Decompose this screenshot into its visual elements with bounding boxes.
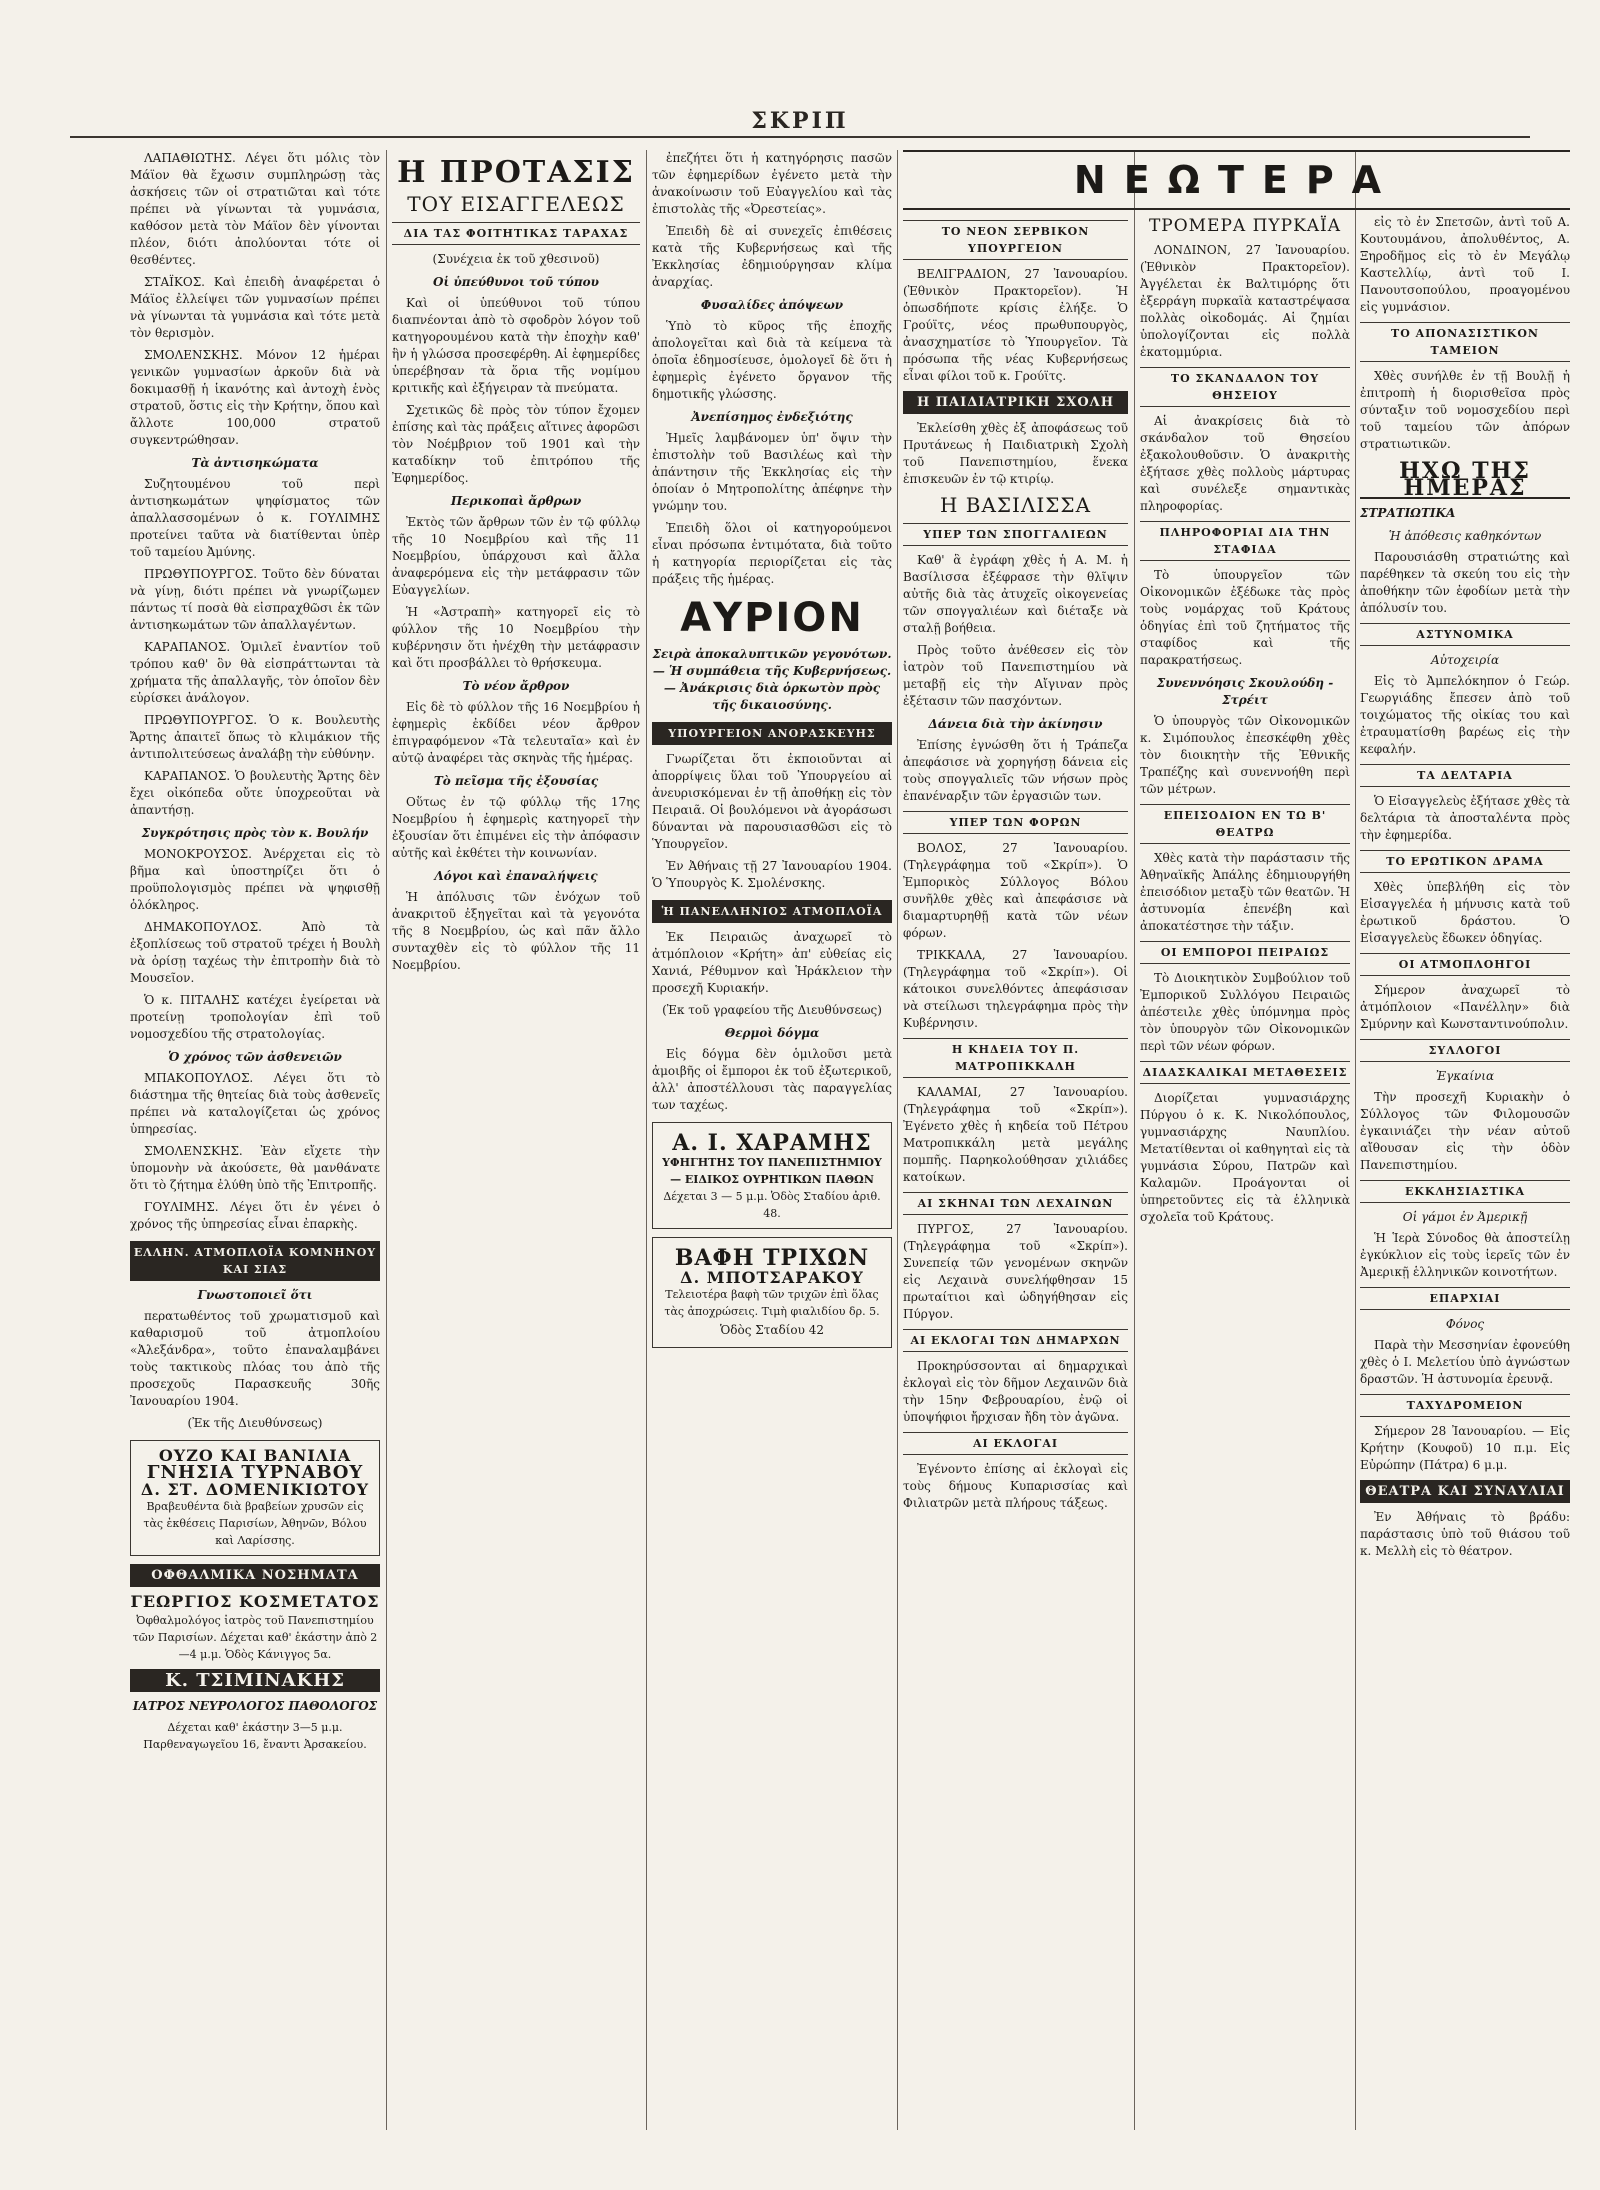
notice-source: (Ἐκ τῆς Διευθύνσεως) [187,1416,323,1430]
ad-headline: ΟΥΖΟ ΚΑΙ ΒΑΝΙΛΙΑ [158,1446,352,1465]
paragraph: Ἡ «Ἀστραπὴ» κατηγορεῖ εἰς τὸ φύλλον τῆς 10 Νοεμβρίου τὴν κυβέρνησιν ὅτι ἠνέχθη τὴν μετάφρασιν καὶ ὅτι προσβάλλει τὸ θρήσκευμα. [392,605,640,670]
paragraph: Σχετικῶς δὲ πρὸς τὸν τύπον ἔχομεν ἐπίσης καὶ τὰς πράξεις αἵτινες ἀφορῶσι τὸν Νοέμβριον τοῦ 1901 καὶ τὴν καταδίκην τοῦ ἐπιτρόπου τῆς Ἐφημερίδος. [392,403,640,485]
section-heading: ΤΟ ΑΠΟΝΑΣΙΣΤΙΚΟΝ ΤΑΜΕΙΟΝ [1360,322,1570,362]
paragraph: Γνωρίζεται ὅτι ἐκποιοῦνται αἱ ἀπορρίψεις ὕλαι τοῦ Ὑπουργείου αἱ ἀνευρισκόμεναι ἐν τῇ ἀποθήκῃ εἰς τὸν Πειραιᾶ. Οἱ βουλόμενοι νὰ ἀγοράσωσι δύνανται νὰ παρουσιασθῶσι εἰς τὸ Ὑπουργεῖον. [652,752,892,851]
paragraph: ΠΡΩΘΥΠΟΥΡΓΟΣ. Τοῦτο δὲν δύναται νὰ γίνῃ, διότι πρέπει νὰ γνωρίζωμεν πάντως τί ποσὰ θὰ εἰσπραχθῶσι ἐκ τῶν ἀντισηκωμάτων τῶν ἀπαλλαγέντων. [130,567,380,632]
paragraph: Ἡ ἀπόλυσις τῶν ἐνόχων τοῦ ἀνακριτοῦ ἐξηγεῖται καὶ τὰ γεγονότα τῆς 8 Νοεμβρίου, ὡς καὶ πᾶν ἄλλο συνταχθὲν εἰς τὸ φύλλον τῆς 11 Νοεμβρίου. [392,890,640,972]
article-subtitle: ΤΟΥ ΕΙΣΑΓΓΕΛΕΩΣ [407,192,625,216]
paragraph: Χθὲς συνήλθε ἐν τῇ Βουλῇ ἡ ἐπιτροπὴ ἡ διορισθεῖσα πρὸς σύνταξιν τοῦ νομοσχεδίου περὶ τοῦ ταμείου τῶν ἀπόρων στρατιωτικῶν. [1360,369,1570,451]
subheading: Οἱ γάμοι ἐν Ἀμερικῇ [1402,1210,1528,1224]
subheading: Τὸ πεῖσμα τῆς ἐξουσίας [433,774,599,788]
paragraph: Ἐπίσης ἐγνώσθη ὅτι ἡ Τράπεζα ἀπεφάσισε νὰ χορηγήσῃ δάνεια εἰς τοὺς σπογγαλιεῖς τῶν νήσων πρὸς ἐπανέναρξιν τῶν ἐργασιῶν των. [903,738,1128,803]
section-heading: ΕΚΚΛΗΣΙΑΣΤΙΚΑ [1360,1180,1570,1203]
paragraph: Ὑπὸ τὸ κῦρος τῆς ἐποχῆς ἀπολογεῖται καὶ διὰ τὰ κείμενα τὰ ὁποῖα ἐδημοσίευσε, ὁμολογεῖ δὲ ὅτι ἡ ἐφημερὶς ἐγένετο ὄργανον τῆς δημοτικῆς γλώσσης. [652,319,892,401]
subheading: Γνωστοποιεῖ ὅτι [197,1288,313,1302]
paragraph: Προκηρύσσονται αἱ δημαρχικαὶ ἐκλογαὶ εἰς τὸν δῆμον Λεχαινῶν διὰ τὴν 15ην Φεβρουαρίου, ἐνῷ οἱ ὑποψήφιοι ἤρχισαν ἤδη τὸν ἀγῶνα. [903,1359,1128,1424]
paragraph: ΣΜΟΛΕΝΣΚΗΣ. Μόνον 12 ἡμέραι γενικῶν γυμνασίων ἀρκοῦν διὰ νὰ δοκιμασθῇ ἡ ἱκανότης καὶ ἀντοχὴ ἑνὸς στρατοῦ, ὅστις εἰς τὴν Κρήτην, ὅπου καὶ ἄλλοτε 100,000 στρατοῦ συγκεντρώθησαν. [130,348,380,447]
article-subtitle: ΥΠΕΡ ΤΩΝ ΣΠΟΓΓΑΛΙΕΩΝ [903,523,1128,546]
paragraph: Εἰς δόγμα δὲν ὁμιλοῦσι μετὰ ἀμοιβῆς οἱ ἔμποροι ἐκ τοῦ ἐξωτερικοῦ, ἀλλ' ἀποστέλλουσι τὰς παραγγελίας των ταχέως. [652,1047,892,1112]
paragraph: ΛΟΝΔΙΝΟΝ, 27 Ἰανουαρίου. (Ἐθνικὸν Πρακτορεῖον). Ἀγγέλεται ἐκ Βαλτιμόρης ὅτι ἐξερράγη πυρκαϊὰ καταστρέψασα πολλὰς οἰκοδομάς. Αἱ ζημίαι ὑπολογίζονται εἰς πολλὰ ἑκατομμύρια. [1140,243,1350,359]
article-title: Η ΒΑΣΙΛΙΣΣΑ [939,493,1092,517]
subheading: Φόνος [1445,1317,1485,1331]
subheading: Ἐγκαίνια [1435,1069,1495,1083]
subheading: Οἱ ὑπεύθυνοι τοῦ τύπου [433,275,599,289]
column-divider [1355,150,1356,2130]
paragraph: Τὸ Διοικητικὸν Συμβούλιον τοῦ Ἐμπορικοῦ Συλλόγου Πειραιῶς ἀπέστειλε χθὲς ὑπόμνημα πρὸς τὸν ὑπουργὸν τῶν Οἰκονομικῶν περὶ τῶν νέων φόρων. [1140,971,1350,1053]
section-heading: ΘΕΑΤΡΑ ΚΑΙ ΣΥΝΑΥΛΙΑΙ [1360,1480,1570,1503]
masthead-rule [70,136,1530,138]
column-divider [386,150,387,2130]
section-heading: ΟΙ ΕΜΠΟΡΟΙ ΠΕΙΡΑΙΩΣ [1140,941,1350,964]
paragraph: Ἐπειδὴ ὅλοι οἱ κατηγορούμενοι εἶναι πρόσωπα ἐντιμότατα, διὰ τοῦτο ἡ κατηγορία περιορίζεται εἰς τὰς πράξεις τῆς ἡμέρας. [652,521,892,586]
column-6 [1360,214,1570,2130]
column-3 [652,150,892,2130]
ad-name: ΓΕΩΡΓΙΟΣ ΚΟΣΜΕΤΑΤΟΣ [130,1592,380,1611]
paragraph: Σήμερον 28 Ἰανουαρίου. — Εἰς Κρήτην (Κουφοῦ) 10 π.μ. Εἰς Εὐρώπην (Πάτρα) 6 μ.μ. [1360,1424,1570,1472]
paragraph: ἐπεζήτει ὅτι ἡ κατηγόρησις πασῶν τῶν ἐφημερίδων ἐγένετο μετὰ τὴν ἀνακοίνωσιν τοῦ Εὐαγγελίου καὶ τὰς ἐπιστολὰς τῆς «Ὀρεστείας». [652,151,892,216]
subheading: Ὁ χρόνος τῶν ἀσθενειῶν [168,1050,342,1064]
section-heading: ΤΟ ΝΕΟΝ ΣΕΡΒΙΚΟΝ ΥΠΟΥΡΓΕΙΟΝ [903,220,1128,260]
paragraph: Ἐν Ἀθήναις τῇ 27 Ἰανουαρίου 1904. Ὁ Ὑπουργὸς Κ. Σμολένσκης. [652,859,892,890]
masthead [0,0,1600,150]
subheading: Συγκρότησις πρὸς τὸν κ. Βουλήν [141,826,369,840]
paragraph: ΚΑΡΑΠΑΝΟΣ. Ὁμιλεῖ ἐναντίον τοῦ τρόπου καθ' ὃν θὰ εἰσπράττωνται τὰ χρήματα τῆς ἀπαλλαγῆς, τὸν ὁποῖον δὲν εὑρίσκει ἀνάλογον. [130,640,380,705]
paragraph: εἰς τὸ ἐν Σπετσῶν, ἀντὶ τοῦ Α. Κουτουμάνου, ἀπολυθέντος, Α. Ξηροδῆμος εἰς τὸ ἐν Μεγάλῳ Καστελλίῳ, ἀντὶ τοῦ Ι. Πανουτσοπούλου, προαγομένου εἰς γυμνάσιον. [1360,215,1570,314]
paragraph: ΜΠΑΚΟΠΟΥΛΟΣ. Λέγει ὅτι τὸ διάστημα τῆς θητείας διὰ τοὺς ἀσθενεῖς πρέπει νὰ καταλογίζεται ὡς χρόνος ὑπηρεσίας. [130,1071,380,1136]
paragraph: Ἐκ Πειραιῶς ἀναχωρεῖ τὸ ἀτμόπλοιον «Κρήτη» ἀπ' εὐθείας εἰς Χανιά, Ρέθυμνον καὶ Ἡράκλειον τὴν προσεχῆ Κυριακήν. [652,930,892,995]
source-note: (Ἐκ τοῦ γραφείου τῆς Διευθύνσεως) [662,1003,882,1017]
ad-banner: ΟΦΘΑΛΜΙΚΑ ΝΟΣΗΜΑΤΑ [130,1564,380,1587]
section-heading: ΕΠΕΙΣΟΔΙΟΝ ΕΝ ΤΩ Β' ΘΕΑΤΡΩ [1140,804,1350,844]
section-heading: ΟΙ ΑΤΜΟΠΛΟΗΓΟΙ [1360,953,1570,976]
paragraph: ΒΕΛΙΓΡΑΔΙΟΝ, 27 Ἰανουαρίου. (Ἐθνικὸν Πρακτορεῖον). Ἡ ὁπωσδήποτε κρίσις ἐλήξε. Ὁ Γρούϊτς, νέος πρωθυπουργὸς, ἀνασχηματίσε τὸ Ὑπουργεῖον. Τὰ πρόσωπα τῆς νέας Κυβερνήσεως εἶναι φίλοι τοῦ κ. Γρούϊτς. [903,267,1128,383]
section-heading: ΑΣΤΥΝΟΜΙΚΑ [1360,623,1570,646]
section-heading: ΤΑΧΥΔΡΟΜΕΙΟΝ [1360,1394,1570,1417]
paragraph: περατωθέντος τοῦ χρωματισμοῦ καὶ καθαρισμοῦ τοῦ ἀτμοπλοίου «Ἀλεξάνδρα», τοῦτο ἐπαναλαμβάνει τοὺς τακτικοὺς πλόας του ἀπὸ τῆς προσεχοῦς Παρασκευῆς 30ῆς Ἰανουαρίου 1904. [130,1309,380,1408]
subheading: Θερμοὶ δόγμα [724,1026,820,1040]
subheading: Φυσαλίδες ἀπόψεων [700,298,844,312]
continued-note: (Συνέχεια ἐκ τοῦ χθεσινοῦ) [432,252,600,266]
article-title: Η ΠΡΟΤΑΣΙΣ [397,155,635,190]
column-divider [897,150,898,2130]
ad-subtitle: ΙΑΤΡΟΣ ΝΕΥΡΟΛΟΓΟΣ ΠΑΘΟΛΟΓΟΣ [132,1699,378,1713]
paragraph: ΜΟΝΟΚΡΟΥΣΟΣ. Ἀνέρχεται εἰς τὸ βῆμα καὶ ὑποστηρίζει ὅτι ὁ προϋπολογισμὸς πρέπει νὰ ψηφισθῇ ὁλόκληρος. [130,847,380,912]
subheading: Περικοπαὶ ἄρθρων [450,494,582,508]
paragraph: ΓΟΥΛΙΜΗΣ. Λέγει ὅτι ἐν γένει ὁ χρόνος τῆς ὑπηρεσίας εἶναι ἐπαρκὴς. [130,1200,380,1231]
paragraph: Χθὲς ὑπεβλήθη εἰς τὸν Εἰσαγγελέα ἡ μήνυσις κατὰ τοῦ ἐρωτικοῦ δράστου. Ὁ Εἰσαγγελεὺς ἔδωκεν ὁδηγίας. [1360,880,1570,945]
paragraph: Καὶ οἱ ὑπεύθυνοι τοῦ τύπου διαπνέονται ἀπὸ τὸ σφοδρὸν λόγον τοῦ κατηγορουμένου κατὰ τὴν ἐποχὴν καθ' ἣν ἡ γλώσσα προσεφέρθη. Αἱ ἐφημερίδες ὑπερέβησαν τὰ ὅρια τῆς νομίμου κριτικῆς καὶ ἐξήγειραν τὰ πνεύματα. [392,296,640,395]
section-heading: ΥΠΕΡ ΤΩΝ ΦΟΡΩΝ [903,811,1128,834]
ad-body: Δέχεται καθ' ἑκάστην 3—5 μ.μ. Παρθεναγωγεῖου 16, ἔναντι Ἀρσακείου. [143,1721,367,1751]
column-1 [130,150,380,2130]
section-heading: ΕΛΛΗΝ. ΑΤΜΟΠΛΟΪΑ ΚΟΜΝΗΝΟΥ ΚΑΙ ΣΙΑΣ [130,1241,380,1281]
advertisement [652,1122,892,1229]
section-heading: ΥΠΟΥΡΓΕΙΟΝ ΑΝΟΡΑΣΚΕΥΗΣ [652,722,892,745]
paragraph: Ἐν Ἀθήναις τὸ βράδυ: παράστασις ὑπὸ τοῦ θιάσου τοῦ κ. Μελλὴ εἰς τὸ θέατρον. [1360,1510,1570,1558]
ad-body: Βραβευθέντα διὰ βραβείων χρυσῶν εἰς τὰς ἐκθέσεις Παρισίων, Ἀθηνῶν, Βόλου καὶ Λαρίσσης. [143,1500,367,1547]
paragraph: Σήμερον ἀναχωρεῖ τὸ ἀτμόπλοιον «Πανέλλην» διὰ Σμύρνην καὶ Κωνσταντινούπολιν. [1360,983,1570,1031]
subheading: Δάνεια διὰ τὴν ἀκίνησιν [928,717,1103,731]
paragraph: Τὴν προσεχῆ Κυριακὴν ὁ Σύλλογος τῶν Φιλομουσῶν ἐγκαινιάζει τὴν νέαν αὐτοῦ αἴθουσαν εἰς τὴν ὁδὸν Πανεπιστημίου. [1360,1090,1570,1172]
section-heading: ΤΟ ΣΚΑΝΔΑΛΟΝ ΤΟΥ ΘΗΣΕΙΟΥ [1140,367,1350,407]
section-heading: ΔΙΔΑΣΚΑΛΙΚΑΙ ΜΕΤΑΘΕΣΕΙΣ [1140,1061,1350,1084]
paragraph: Παρὰ τὴν Μεσσηνίαν ἐφονεύθη χθὲς ὁ Ι. Μελετίου ὑπὸ ἀγνώστων δραστῶν. Ἡ ἀστυνομία ἐρευνᾷ. [1360,1338,1570,1386]
paragraph: Οὕτως ἐν τῷ φύλλῳ τῆς 17ης Νοεμβρίου ἡ ἐφημερὶς κατηγορεῖ τὴν ἐξουσίαν ὅτι ἐπιμένει εἰς τὴν ἀπόφασιν αὐτῆς καὶ ἐκθέτει τὴν κοινωνίαν. [392,795,640,860]
paragraph: ΤΡΙΚΚΑΛΑ, 27 Ἰανουαρίου. (Τηλεγράφημα τοῦ «Σκρίπ»). Οἱ κάτοικοι συνελθόντες ἀπεφάσισαν νὰ στείλωσι τηλεγράφημα πρὸς τὴν Κυβέρνησιν. [903,948,1128,1030]
paragraph: Ἠμεῖς λαμβάνομεν ὑπ' ὄψιν τὴν ἐπιστολὴν τοῦ Βασιλέως καὶ τὴν ἀπάντησιν τῆς Ἐκκλησίας εἰς τὴν ὁποίαν ὁ Μητροπολίτης ἀπέφηνε τὴν γνώμην του. [652,431,892,513]
tomorrow-teaser: Σειρὰ ἀποκαλυπτικῶν γεγονότων. — Ἡ συμπάθεια τῆς Κυβερνήσεως. — Ἀνάκρισις διὰ ὁρκωτὸν πρὸς τῆς δικαιοσύνης. [652,647,892,712]
section-heading: ΣΥΛΛΟΓΟΙ [1360,1039,1570,1062]
paragraph: ΚΑΡΑΠΑΝΟΣ. Ὁ βουλευτὴς Ἄρτης δὲν ἔχει οἰκόπεδα οὔτε ὑποχρεοῦται νὰ ἀπαντήσῃ. [130,769,380,817]
paragraph: Ἡ Ἱερὰ Σύνοδος θὰ ἀποστείλῃ ἐγκύκλιον εἰς τοὺς ἱερεῖς τῶν ἐν Ἀμερικῇ ἑλληνικῶν κοινοτήτων. [1360,1231,1570,1279]
ad-address: Ὁδὸς Σταδίου 42 [719,1323,825,1337]
advertisement [130,1440,380,1556]
section-heading: Η ΠΑΙΔΙΑΤΡΙΚΗ ΣΧΟΛΗ [903,391,1128,414]
paragraph: Ἐκτὸς τῶν ἄρθρων τῶν ἐν τῷ φύλλῳ τῆς 10 Νοεμβρίου καὶ τῆς 11 Νοεμβρίου, ὑπάρχουσι καὶ ἄλλα ἀναφερόμενα εἰς τὴν μετάφρασιν τῶν Εὐαγγελίων. [392,515,640,597]
section-heading: Ἡ ΠΑΝΕΛΛΗΝΙΟΣ ΑΤΜΟΠΛΟΪΑ [652,900,892,923]
subheading: ΣΤΡΑΤΙΩΤΙΚΑ [1360,506,1456,520]
subheading: Ἡ ἀπόθεσις καθηκόντων [1388,529,1542,543]
ad-body: Δέχεται 3 — 5 μ.μ. Ὁδὸς Σταδίου ἀριθ. 48. [663,1190,881,1220]
paragraph: Καθ' ἃ ἐγράφη χθὲς ἡ Α. Μ. ἡ Βασίλισσα ἐξέφρασε τὴν θλῖψιν αὐτῆς διὰ τὰς ἀτυχεῖς οἰκογενείας τῶν σπογγαλιέων καὶ διέταξε νὰ σταλῇ βοήθεια. [903,553,1128,635]
paragraph: ΚΑΛΑΜΑΙ, 27 Ἰανουαρίου. (Τηλεγράφημα τοῦ «Σκρίπ»). Ἐγένετο χθὲς ἡ κηδεία τοῦ Πέτρου Ματροπικκάλη μετὰ μεγάλης πομπῆς. Παρηκολούθησαν χιλιάδες κατοίκων. [903,1085,1128,1184]
section-heading: Η ΚΗΔΕΙΑ ΤΟΥ Π. ΜΑΤΡΟΠΙΚΚΑΛΗ [903,1038,1128,1078]
paragraph: Πρὸς τοῦτο ἀνέθεσεν εἰς τὸν ἰατρὸν τοῦ Πανεπιστημίου νὰ μεταβῇ εἰς τὴν Αἴγιναν πρὸς ἐξέτασιν τῶν πασχόντων. [903,643,1128,708]
paragraph: Ἐκλείσθη χθὲς ἐξ ἀποφάσεως τοῦ Πρυτάνεως ἡ Παιδιατρικὴ Σχολὴ τοῦ Πανεπιστημίου, ἕνεκα ἐπισκευῶν ἐν τῷ κτιρίῳ. [903,421,1128,486]
paragraph: Ἐπειδὴ δὲ αἱ συνεχεῖς ἐπιθέσεις κατὰ τῆς Κυβερνήσεως καὶ τῆς Ἐκκλησίας ἐδημιούργησαν κλίμα ἀναρχίας. [652,224,892,289]
section-heading: ΑΙ ΕΚΛΟΓΑΙ ΤΩΝ ΔΗΜΑΡΧΩΝ [903,1329,1128,1352]
ad-body: Ὀφθαλμολόγος ἰατρὸς τοῦ Πανεπιστημίου τῶν Παρισίων. Δέχεται καθ' ἑκάστην ἀπὸ 2—4 μ.μ. Ὁδὸς Κάνιγγος 5α. [132,1614,378,1661]
paragraph: Εἰς τὸ Ἀμπελόκηπον ὁ Γεώρ. Γεωργιάδης ἔπεσεν ἀπὸ τοῦ τοιχώματος τῆς οἰκίας του καὶ ἐτραυματίσθη βαρέως εἰς τὴν κεφαλήν. [1360,674,1570,756]
news-banner [903,150,1570,210]
paragraph: Διορίζεται γυμνασιάρχης Πύργου ὁ κ. Κ. Νικολόπουλος, γυμνασιάρχης Ναυπλίου. Μετατίθενται οἱ καθηγηταὶ εἰς τὰ γυμνάσια Σύρου, Πατρῶν καὶ Καλαμῶν. Προάγονται οἱ ὑπηρετοῦντες εἰς τὰ ἑλληνικὰ σχολεῖα τοῦ Κράτους. [1140,1091,1350,1224]
article-title: ΤΡΟΜΕΡΑ ΠΥΡΚΑΪΑ [1148,216,1342,236]
paragraph: ΠΡΩΘΥΠΟΥΡΓΟΣ. Ὁ κ. Βουλευτὴς Ἄρτης ἀπαιτεῖ ὅπως τὸ κλιμάκιον τῆς ἀντιπολιτεύσεως ἀναλάβῃ τὴν εὐθύνην. [130,713,380,761]
column-5 [1140,214,1350,2130]
subheading: Ἀνεπίσημος ἐνδεξιότης [691,410,853,424]
column-title: ΗΧΩ ΤΗΣ ΗΜΕΡΑΣ [1360,463,1570,499]
article-section: ΔΙΑ ΤΑΣ ΦΟΙΤΗΤΙΚΑΣ ΤΑΡΑΧΑΣ [392,222,640,245]
subheading: Λόγοι καὶ ἐπαναλήψεις [434,869,598,883]
column-divider [1134,150,1135,2130]
paragraph: ΒΟΛΟΣ, 27 Ἰανουαρίου. (Τηλεγράφημα τοῦ «Σκρίπ»). Ὁ Ἐμπορικὸς Σύλλογος Βόλου συνῆλθε χθὲς καὶ ἀπεφάσισε νὰ διαμαρτυρηθῇ κατὰ τῶν νέων φόρων. [903,841,1128,940]
paragraph: ΣΜΟΛΕΝΣΚΗΣ. Ἐὰν εἴχετε τὴν ὑπομονὴν νὰ ἀκούσετε, θὰ μανθάνατε ὅτι τὸ ζήτημα ἐλύθη ὑπὸ τῆς Ἐπιτροπῆς. [130,1144,380,1192]
column-divider [646,150,647,2130]
ad-brand: Δ. ΣΤ. ΔΟΜΕΝΙΚΙΩΤΟΥ [140,1480,370,1499]
paragraph: Ὁ κ. ΠΙΤΑΛΗΣ κατέχει ἐγείρεται νὰ προτείνῃ τροπολογίαν ἐπὶ τοῦ νομοσχεδίου τῆς στρατολογίας. [130,993,380,1041]
paragraph: Ὁ Εἰσαγγελεὺς ἐξήτασε χθὲς τὰ δελτάρια τὰ ἀποσταλέντα πρὸς τὴν ἐφημερίδα. [1360,794,1570,842]
paragraph: Ἐγένοντο ἐπίσης αἱ ἐκλογαὶ εἰς τοὺς δήμους Κυπαρισσίας καὶ Φιλιατρῶν μετὰ πλήρους τάξεως. [903,1462,1128,1510]
section-heading: ΤΑ ΔΕΛΤΑΡΙΑ [1360,764,1570,787]
section-heading: ΑΙ ΣΚΗΝΑΙ ΤΩΝ ΛΕΧΑΙΝΩΝ [903,1192,1128,1215]
paragraph: Αἱ ἀνακρίσεις διὰ τὸ σκάνδαλον τοῦ Θησείου ἐξακολουθοῦσιν. Ὁ ἀνακριτὴς ἐξήτασε χθὲς πολλοὺς μάρτυρας καὶ συνέλεξε σημαντικὰς πληροφορίας. [1140,414,1350,513]
paragraph: Εἰς δὲ τὸ φύλλον τῆς 16 Νοεμβρίου ἡ ἐφημερὶς ἐκδίδει νέον ἄρθρον ἐπιγραφόμενον «Τὰ τελευταῖα» καὶ ἐν αὐτῷ ἀναφέρει τὰς σκηνὰς τῆς ἡμέρας. [392,700,640,765]
paragraph: ΣΤΑΪΚΟΣ. Καὶ ἐπειδὴ ἀναφέρεται ὁ Μάϊος ἐλλείψει τῶν γυμνασίων πρέπει νὰ γίνωνται τὰ γυμνάσια καὶ τότε μετὰ τὸν θερισμὸν. [130,275,380,340]
subheading: Τὰ ἀντισηκώματα [191,456,319,470]
ad-body: Τελειοτέρα βαφὴ τῶν τριχῶν ἐπὶ ὅλας τὰς ἀποχρώσεις. Τιμὴ φιαλιδίου δρ. 5. [664,1288,880,1318]
paragraph: ΠΥΡΓΟΣ, 27 Ἰανουαρίου. (Τηλεγράφημα τοῦ «Σκρίπ»). Συνεπείᾳ τῶν γενομένων σκηνῶν εἰς Λεχαινὰ συνελήφθησαν 15 πρωταίτιοι καὶ ὡδηγήθησαν εἰς Πύργον. [903,1222,1128,1321]
tomorrow-headline: ΑΥΡΙΟΝ [680,595,864,641]
paragraph: ΔΗΜΑΚΟΠΟΥΛΟΣ. Ἀπὸ τὰ ἐξοπλίσεως τοῦ στρατοῦ τρέχει ἡ Βουλὴ νὰ ὁρίσῃ ταχέως τὴν ἐπιτροπὴν διὰ τὸ Μουσεῖον. [130,920,380,985]
subheading: Αὐτοχειρία [1430,653,1500,667]
subheading: Συνεννόησις Σκουλούδη - Στρέιτ [1156,676,1334,707]
section-heading: ΠΛΗΡΟΦΟΡΙΑΙ ΔΙΑ ΤΗΝ ΣΤΑΦΙΔΑ [1140,521,1350,561]
ad-headline: ΓΝΗΣΙΑ ΤΥΡΝΑΒΟΥ [146,1462,364,1483]
ad-subtitle: ΥΦΗΓΗΤΗΣ ΤΟΥ ΠΑΝΕΠΙΣΤΗΜΙΟΥ — ΕΙΔΙΚΟΣ ΟΥΡΗΤΙΚΩΝ ΠΑΘΩΝ [662,1156,882,1186]
section-heading: ΑΙ ΕΚΛΟΓΑΙ [903,1432,1128,1455]
ad-name: Κ. ΤΣΙΜΙΝΑΚΗΣ [130,1669,380,1692]
section-heading: ΕΠΑΡΧΙΑΙ [1360,1287,1570,1310]
subheading: Τὸ νέον ἄρθρον [462,679,570,693]
paragraph: Τὸ ὑπουργεῖον τῶν Οἰκονομικῶν ἐξέδωκε τὰς πρὸς τοὺς νομάρχας τοῦ Κράτους ὁδηγίας ἐπὶ τοῦ ζητήματος τῆς σταφίδος καὶ τῆς παρακρατήσεως. [1140,568,1350,667]
column-2 [392,150,640,2130]
ad-name: ΒΑΦΗ ΤΡΙΧΩΝ [674,1245,870,1271]
advertisement [652,1237,892,1348]
paragraph: Συζητουμένου τοῦ περὶ ἀντισηκωμάτων ψηφίσματος τῶν ἀπαλλασσομένων ὁ κ. ΓΟΥΛΙΜΗΣ προτείνει ταῦτα νὰ διατίθενται ὑπὲρ τοῦ ταμείου Ἀμύνης. [130,477,380,559]
paragraph: ΛΑΠΑΘΙΩΤΗΣ. Λέγει ὅτι μόλις τὸν Μάϊον θὰ ἔχωσιν συμπληρώσῃ τὰς ἀσκήσεις τῶν οἱ στρατιῶται καὶ τότε πρέπει νὰ γίνωνται τὰ γυμνάσια, καθόσον μετὰ τὸν Μάϊον δὲν γίνονται πλέον, διότι ἀπολύονται τότε οἱ θεσθέντες. [130,151,380,267]
ad-name: Α. Ι. ΧΑΡΑΜΗΣ [672,1130,872,1156]
masthead-title: ΣΚΡΙΠ [751,108,849,134]
column-4 [903,214,1128,2130]
paragraph: Παρουσιάσθη στρατιώτης καὶ παρέθηκεν τὰ σκεύη του εἰς τὴν ἀποθήκην τῶν ἐφοδίων μετὰ τὴν ἀπόλυσίν του. [1360,550,1570,615]
paragraph: Ὁ ὑπουργὸς τῶν Οἰκονομικῶν κ. Σιμόπουλος ἐπεσκέφθη χθὲς τὸν διοικητὴν τῆς Ἐθνικῆς Τραπέζης καὶ συνεννοήθη περὶ τῶν μέτρων. [1140,714,1350,796]
news-banner-title: ΝΕΩΤΕΡΑ [1073,158,1400,202]
ad-brand: Δ. ΜΠΟΤΣΑΡΑΚΟΥ [680,1268,864,1287]
section-heading: ΤΟ ΕΡΩΤΙΚΟΝ ΔΡΑΜΑ [1360,850,1570,873]
paragraph: Χθὲς κατὰ τὴν παράστασιν τῆς Ἀθηναϊκῆς Ἀπάλης ἐδημιουργήθη ἐπεισόδιον μεταξὺ τῶν θεατῶν. Ἡ ἀστυνομία ἐπενέβη καὶ ἀποκατέστησε τὴν τάξιν. [1140,851,1350,933]
